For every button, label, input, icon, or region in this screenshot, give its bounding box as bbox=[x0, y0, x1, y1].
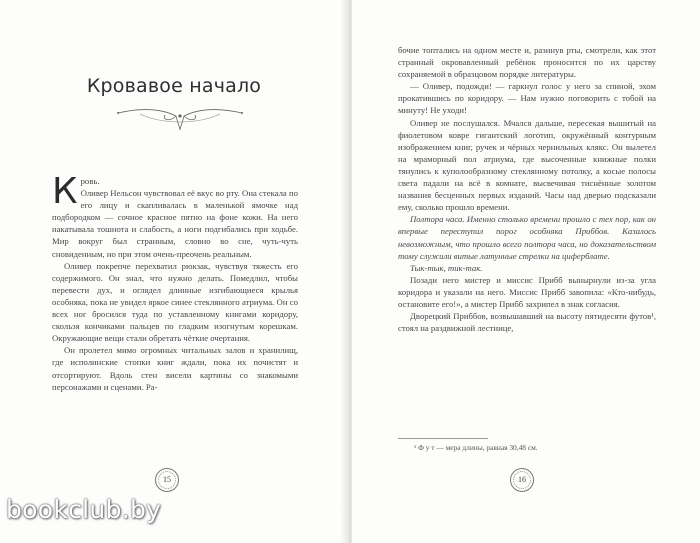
watermark: bookclub.by bbox=[6, 495, 162, 524]
paragraph: Оливер Нельсон чувствовал её вкус во рту. Она стекала по его лицу и скапливалась в маленькой ямочке над подбородком — сочное красное пятно на фоне кожи. На него накатывала тошнота и слабость, а ноги подгибались при ходьбе. Мир вокруг был странным, словно во сне, чуть-чуть сновиденным, но при этом очень-преочень реальным. bbox=[52, 188, 298, 259]
paragraph: Он пролетел мимо огромных читальных залов и хранилищ, где исполинские стопки книг ждали, пока их почистят и отсортируют. Вдоль стен висели картины со знакомыми персонажами и сценами. Ра- bbox=[52, 345, 298, 392]
drop-cap: К bbox=[52, 171, 78, 212]
ornament-flourish-icon bbox=[110, 104, 250, 134]
left-page bbox=[0, 0, 348, 543]
paragraph: Полтора часа. Именно столько времени прошло с тех пор, как он впервые переступил порог особняка Приббов. Казалось невозможным, что прошло всего полтора часа, но доказательством тому служили витые латунные стрелки на циферблате. bbox=[398, 214, 656, 261]
footnote-divider bbox=[398, 438, 488, 439]
chapter-title: Кровавое начало bbox=[86, 75, 262, 97]
paragraph: Оливер покрепче перехватил рюкзак, чувствуя тяжесть его содержимого. Он знал, что нужно делать. Помедлил, чтобы перевести дух, и оглядел длинные изгибающиеся крылья особняка, пока не увидел яркое синее стеклянного атриума. Он со всех ног бросился туда по уставленному книгами коридору, скользя кончиками пальцев по гладким изогнутым корешкам. Окружающие вещи стали обретать чёткие очертания. bbox=[52, 260, 298, 344]
paragraph: бочие топтались на одном месте и, разинув рты, смотрели, как этот странный окровавленный ребёнок проносится по их царству сохраняемой в образцовом порядке литературы. bbox=[398, 45, 656, 80]
paragraph-text: ровь. bbox=[80, 176, 100, 186]
left-page-body bbox=[52, 171, 298, 393]
paragraph: Дворецкий Приббов, возвышавший на высоту пятидесяти футов¹, стоял на раздвижной лестнице, bbox=[398, 311, 656, 334]
paragraph: Позади него мистер и миссис Прибб вынырнули из-за угла коридора и указали на него. Миссис Прибб завопила: «Кто-нибудь, остановите его!», а мистер Прибб захрипел в знак согласия. bbox=[398, 274, 656, 309]
page-number-text: 16 bbox=[518, 475, 526, 484]
paragraph: Оливер не послушался. Мчался дальше, пересекая вышитый на фиолетовом ковре гигантский логотип, окружённый контурным изображением книг, ручек и чёрных чернильных клякс. Он вылетел на мраморный пол атриума, где высоченные книжные полки тянулись к куполообразному стеклянному потолку, а косые полосы света падали на всё в комнате, высвечивая тиснённые золотом названия бесценных первых изданий. Часы над дверью подсказали ему, сколько прошло времени. bbox=[398, 117, 656, 213]
page-number-text: 15 bbox=[163, 475, 171, 484]
right-page-body bbox=[398, 44, 656, 334]
page-number-left bbox=[155, 468, 179, 492]
footnote: ¹ Ф у т — мера длины, равная 30,48 см. bbox=[414, 443, 538, 452]
paragraph bbox=[52, 171, 298, 212]
paragraph: — Оливер, подожди! — гаркнул голос у него за спиной, эхом прокатившись по коридору. — Нам нужно поговорить с тобой на минуту! Не уходи! bbox=[398, 81, 656, 116]
paragraph: Тык-тык, тик-так. bbox=[410, 262, 483, 273]
page-number-right bbox=[510, 468, 534, 492]
